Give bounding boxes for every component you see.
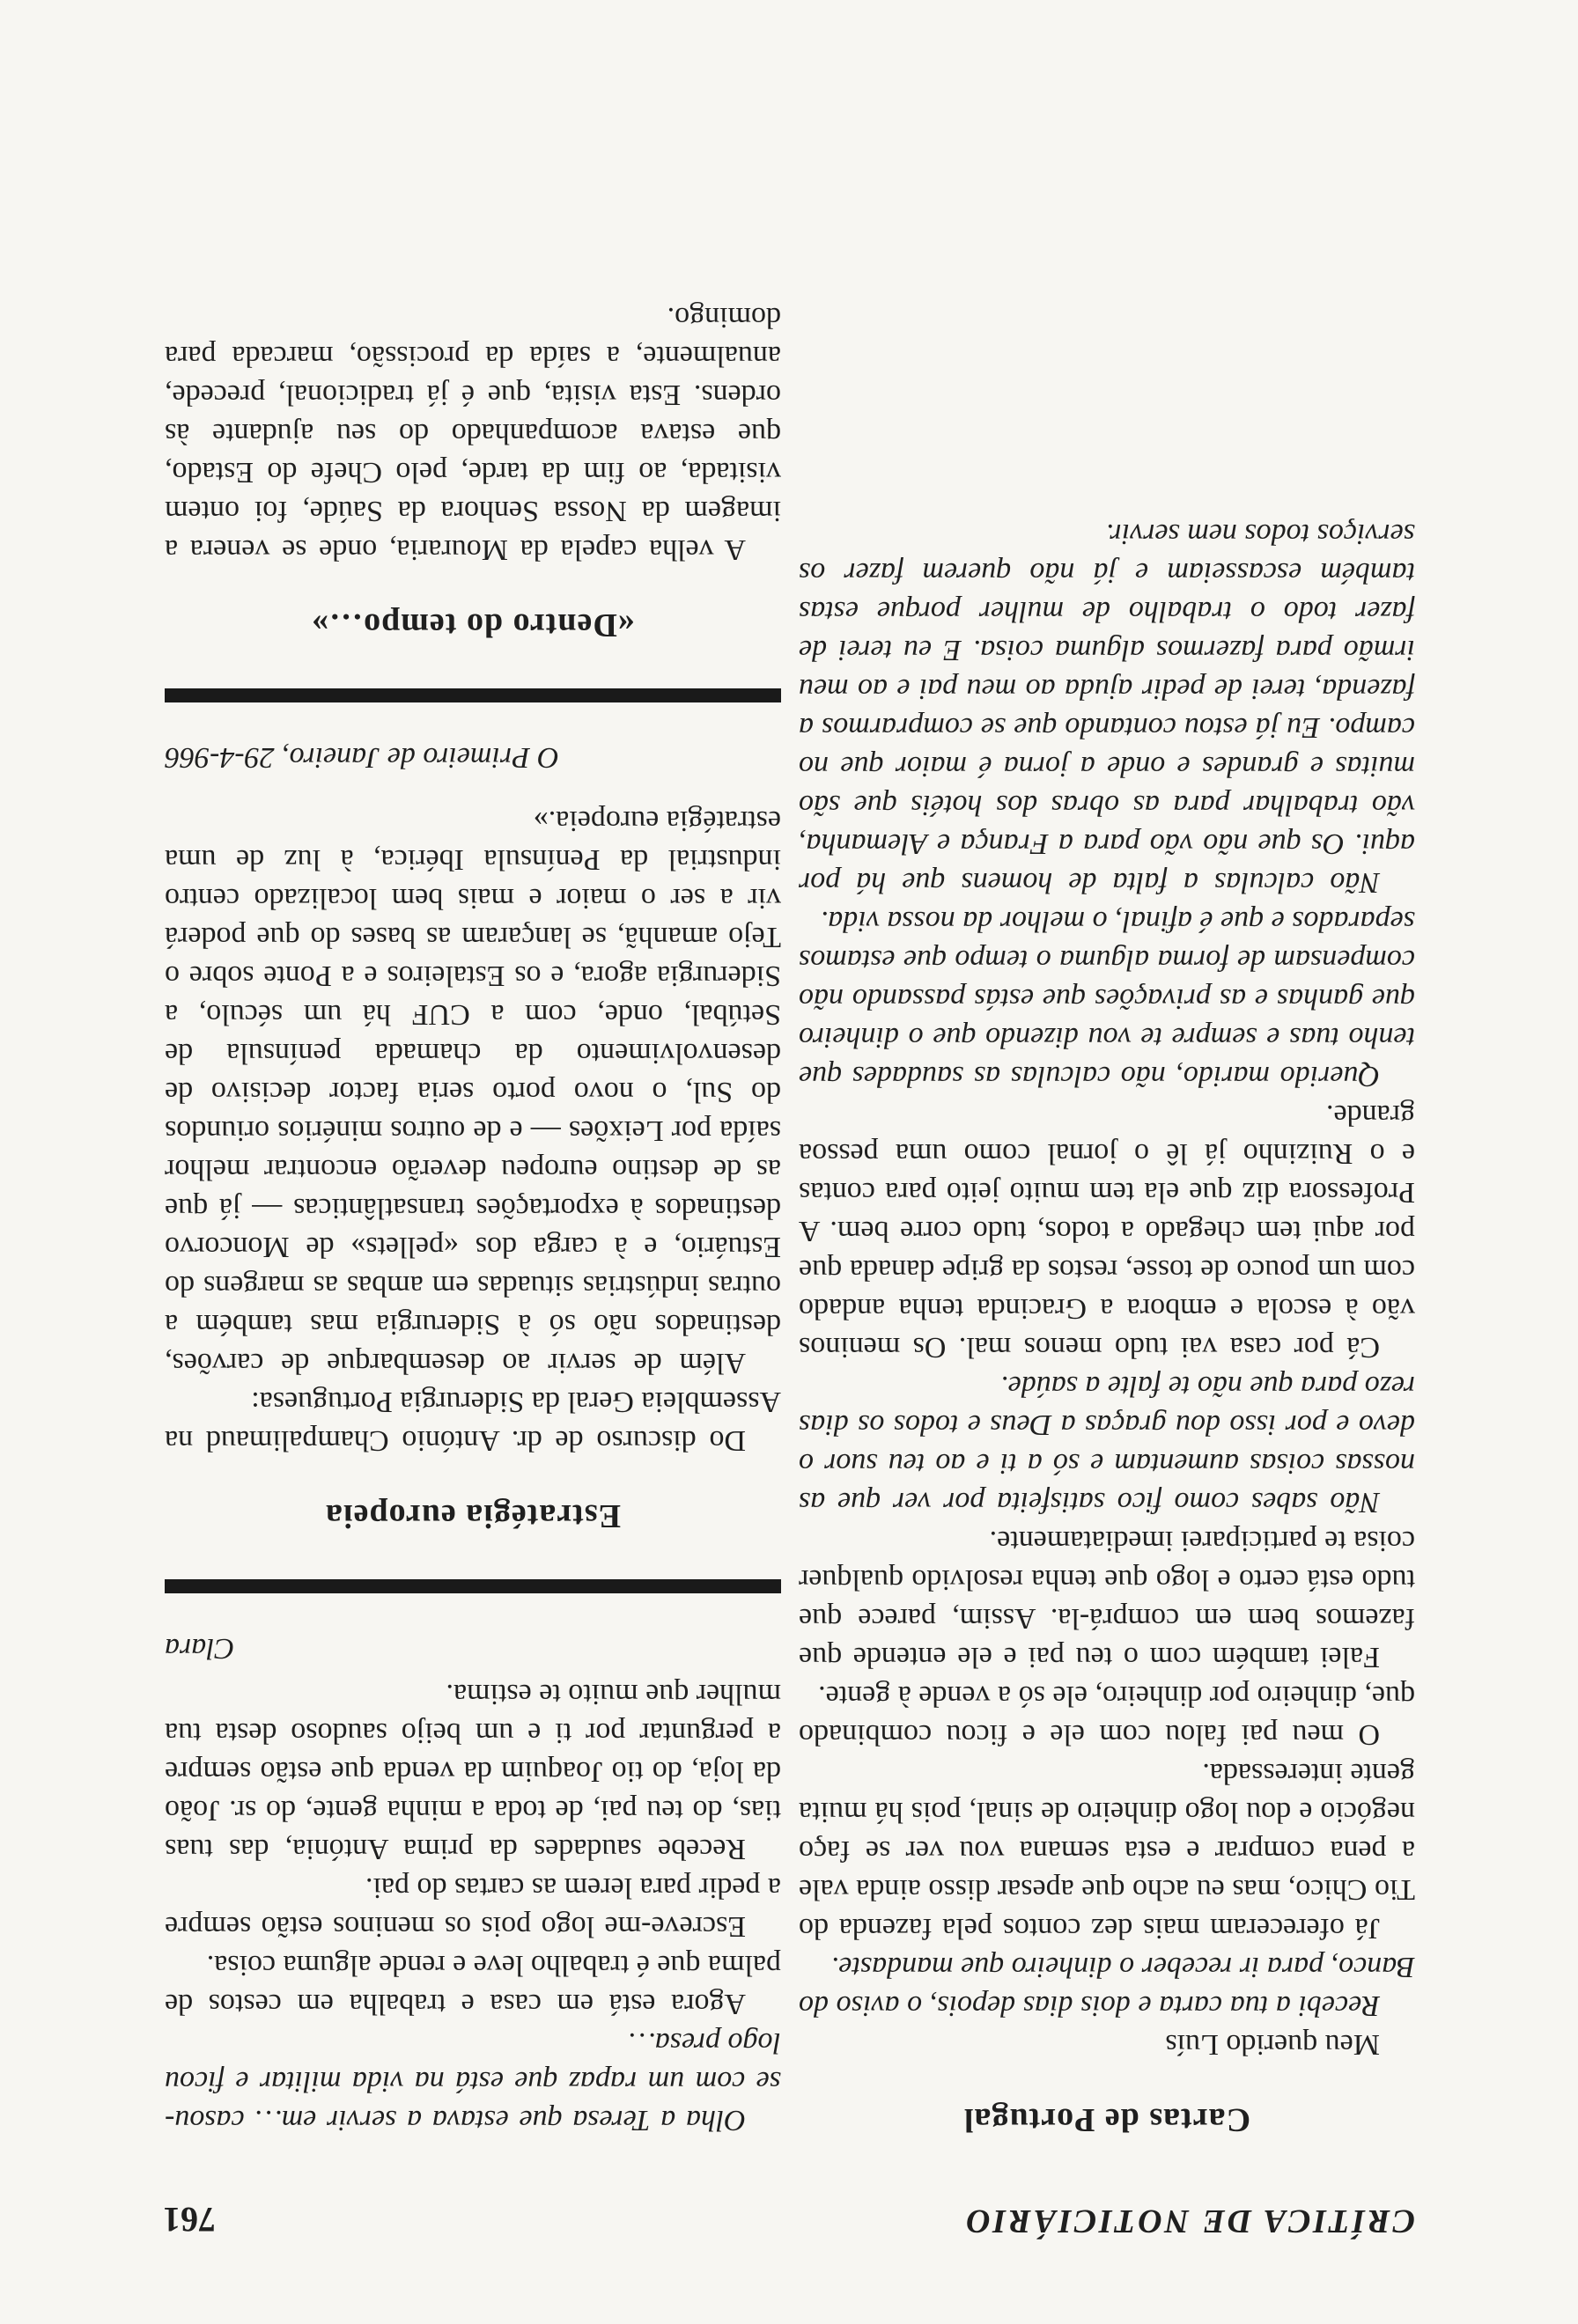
section-divider (165, 688, 781, 702)
running-header (163, 2188, 1415, 2240)
letter-signature: Clara (165, 1632, 235, 1665)
time-text: A velha capela da Mouraria, onde se venera a imagem da Nossa Senhora da Saúde, foi ontem visitada, ao fim da tarde, pelo Chefe do Estado, que estava acompanhado do seu ajudante às ordens. Esta visita, que é já tradicional, precede, anualmente, a saída da procissão, marcada para domingo. (165, 301, 781, 566)
letter-body-left (799, 514, 1415, 2025)
letter-paragraph: Querido marido, não calculas as saudades que tenho tuas e sempre te vou dizendo que o dinheiro que ganhas e as privações que estás passando não compensam de forma alguma o tempo que estamos separados e que é afinal, o melhor da nossa vida. (799, 905, 1415, 1092)
strategy-quote: Além de servir ao desembarque de carvões, destinados não só à Siderurgia mas também a outras indústrias situadas em ambas as margens do Estuário, e à carga dos «pellets» de Moncorvo destinados à exportações transatlânticas — já que as de destino europeu deverão encontrar melhor saída por Leixões — e de outros minérios oriundos do Sul, o novo porto seria factor decisivo de desenvolvimento da chamada península de Setúbal, onde, com a CUF há um século, a Siderurgia agora, e os Estaleiros e a Ponte sobre o Tejo amanhã, se lançaram as bases do que poderá vir a ser o maior e mais bem localizado centro industrial da Península Ibérica, à luz de uma estratégia europeia.» (165, 805, 781, 1379)
strategy-intro: Do discurso de dr. António Champalimaud na Assembleia Geral da Siderurgia Portuguesa: (165, 1386, 781, 1457)
letter-paragraph: Não sabes como fico satisfeita por ver que as nossas coisas aumentam e só a ti e ao teu suor o devo e por isso dou graças a Deus e todos os dias rezo para que não te falte a saúde. (799, 1370, 1415, 1519)
letter-paragraph: O meu pai falou com ele e ficou combinado que, dinheiro por dinheiro, ele só a vende à gente. (799, 1680, 1415, 1751)
strategy-title: Estratégia europeia (325, 1497, 621, 1534)
letter-salutation: Meu querido Luís (1165, 2028, 1380, 2061)
letter-paragraph: Recebe saudades da prima Antónia, das tuas tias, do teu pai, de toda a minha gente, do sr. João da loja, do tio Joaquim da venda que estão sempre a perguntar por ti e um beijo saudoso desta tua mulher que muito te estima. (165, 1678, 781, 1865)
letter-paragraph: Cá por casa vai tudo menos mal. Os meninos vão à escola e embora a Gracinda tenha andado com um pouco de tosse, restos da gripe danada que por aqui tem chegado a todos, tudo corre bem. A Professora diz que ela tem muito jeito para contas e o Ruizinho já lê o jornal como uma pessoa grande. (799, 1099, 1415, 1364)
time-title: «Dentro do tempo…» (311, 607, 635, 644)
letter-paragraph: Falei também com o teu pai e ele entende que fazemos bem em comprá-la. Assim, parece que tudo está certo e logo que tenha resolvido qualquer coisa te participarei imediatamente. (799, 1525, 1415, 1673)
strategy-source: O Primeiro de Janeiro, 29-4-966 (165, 741, 559, 774)
letter-paragraph: Escreve-me logo pois os meninos estão sempre a pedir para lerem as cartas do pai. (165, 1872, 781, 1943)
page-number: 761 (163, 2200, 216, 2239)
right-column (165, 298, 781, 2139)
letter-paragraph: Recebi a tua carta e dois dias depois, o aviso do Banco, para ir receber o dinheiro que mandaste. (799, 1951, 1415, 2022)
letter-title: Cartas de Portugal (962, 2101, 1251, 2138)
running-title: CRÍTICA DE NOTICIÁRIO (963, 2203, 1415, 2239)
letter-paragraph: Já ofereceram mais dez contos pela fazenda do Tio Chico, mas eu acho que apesar disso ainda vale a pena comprar e esta semana vou ver se faço negócio e dou logo dinheiro de sinal, pois há muita gente interessada. (799, 1757, 1415, 1945)
letter-paragraph: Não calculas a falta de homens que há por aqui. Os que não vão para a França e Alemanha, vão trabalhar para as obras dos hotéis que são muitas e grandes e onde a jorna é maior que no campo. Eu já estou contando que se comprarmos a fazenda, terei de pedir ajuda ao meu pai e ao meu irmão para fazermos alguma coisa. E eu terei de fazer todo o trabalho de mulher porque estas também escasseiam e já não querem fazer os serviços todos nem servir. (799, 518, 1415, 899)
letter-body-right (165, 1674, 781, 2139)
letter-paragraph: Agora está em casa e trabalha em cestos de palma que é trabalho leve e rende alguma coisa. (165, 1949, 781, 2020)
left-column (799, 514, 1415, 2139)
section-divider (165, 1579, 781, 1593)
letter-paragraph: Olha a Teresa que estava a servir em… casou-se com um rapaz que está na vida militar e ficou logo presa… (165, 2026, 781, 2136)
